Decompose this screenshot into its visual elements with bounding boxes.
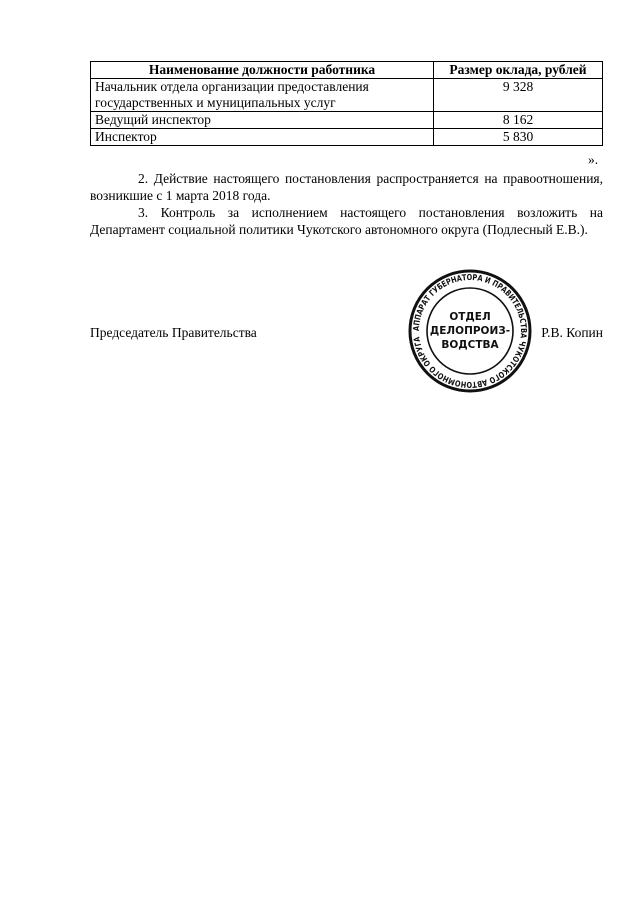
salary-table	[90, 61, 603, 146]
column-header-salary: Размер оклада, рублей	[434, 62, 603, 79]
salary-cell: 5 830	[434, 129, 603, 146]
salary-cell: 8 162	[434, 112, 603, 129]
position-cell: Начальник отдела организации предоставления государственных и муниципальных услуг	[91, 79, 434, 112]
official-stamp	[407, 268, 533, 394]
signatory-name: Р.В. Копин	[541, 325, 603, 340]
table-row	[91, 79, 603, 112]
stamp-line-2: ДЕЛОПРОИЗ-	[429, 325, 511, 337]
table-row	[91, 129, 603, 146]
position-cell: Ведущий инспектор	[91, 112, 434, 129]
position-cell: Инспектор	[91, 129, 434, 146]
stamp-line-1: ОТДЕЛ	[449, 311, 491, 323]
table-row	[91, 112, 603, 129]
table-header-row	[91, 62, 603, 79]
signatory-title: Председатель Правительства	[90, 325, 257, 340]
paragraph-effective-date: 2. Действие настоящего постановления распространяется на правоотношения, возникшие с 1 марта 2018 года.	[90, 171, 603, 203]
stamp-ring-text: АППАРАТ ГУБЕРНАТОРА И ПРАВИТЕЛЬСТВА ЧУКОТСКОГО АВТОНОМНОГО ОКРУГА	[410, 271, 530, 391]
column-header-position: Наименование должности работника	[91, 62, 434, 79]
paragraph-control: 3. Контроль за исполнением настоящего постановления возложить на Департамент социальной политики Чукотского автономного округа (Подлесный Е.В.).	[90, 205, 603, 237]
salary-cell: 9 328	[434, 79, 603, 112]
closing-quote: ».	[588, 152, 599, 167]
stamp-line-3: ВОДСТВА	[441, 339, 499, 351]
